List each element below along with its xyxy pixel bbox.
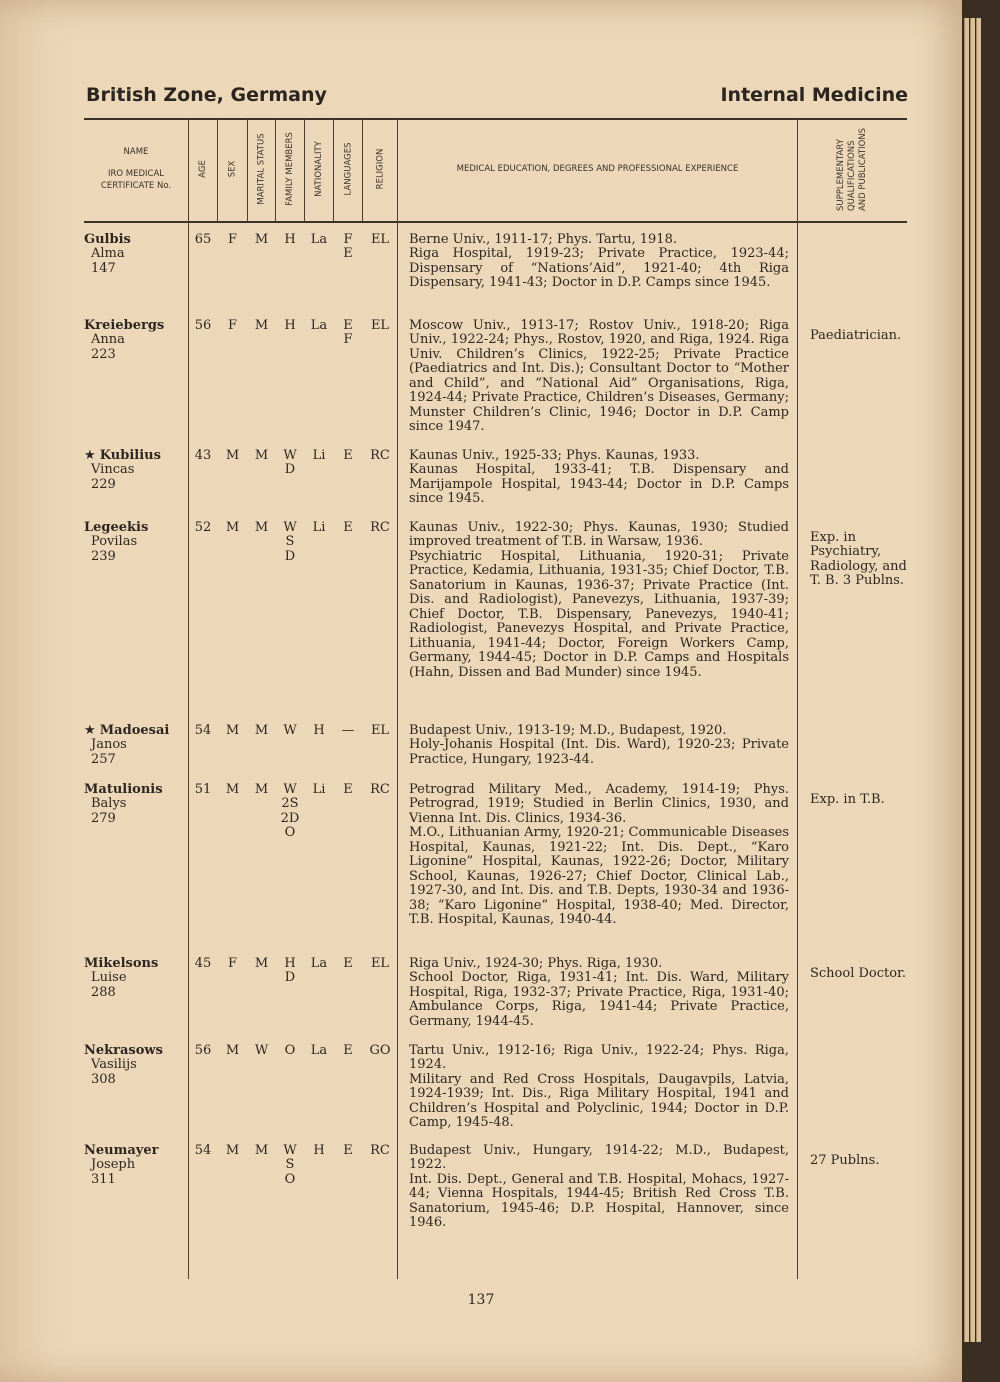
family-cell (276, 783, 304, 841)
family-members-column-header: FAMILY MEMBERS (285, 132, 295, 206)
languages-value: E (343, 1043, 353, 1058)
family-cell (276, 521, 304, 564)
surname: Nekrasows (84, 1043, 163, 1058)
languages-value: E (343, 520, 353, 535)
nationality-cell: La (310, 318, 328, 333)
experience-paragraph: Int. Dis. Dept., General and T.B. Hospital, Mohacs, 1927-44; Vienna Hospitals, 1944-45; British Red Cross T.B. Sanatorium, 1945-46; D.P. Hospital, Hannover, since 1946. (409, 1171, 789, 1231)
age-cell: 52 (194, 520, 212, 535)
supplementary-column-header: SUPPLEMENTARY QUALIFICATIONS AND PUBLICATIONS (836, 127, 869, 211)
page-number: 137 (467, 1292, 495, 1308)
experience-cell (409, 724, 789, 767)
languages-value: E (343, 1143, 353, 1158)
languages-value: E (343, 246, 353, 262)
supplementary-cell: Exp. in Psychiatry, Radiology, and T. B. 3 Publns. (810, 530, 907, 589)
page-edge (964, 18, 969, 1342)
experience-cell (409, 1144, 789, 1231)
experience-cell (409, 449, 789, 507)
nationality-cell: La (310, 232, 328, 247)
certificate-number: 147 (91, 260, 116, 276)
experience-cell (409, 319, 789, 435)
languages-cell (334, 449, 362, 463)
surname: Mikelsons (84, 956, 159, 971)
marital-cell: M (254, 1143, 269, 1158)
family-value: S (285, 1157, 295, 1173)
experience-paragraph: School Doctor, Riga, 1931-41; Int. Dis. Ward, Military Hospital, Riga, 1932-37; Private Practice, Riga, 1931-40; Ambulance Corps, Riga, 1941-44; Private Practice, Germany, 1944-45. (409, 970, 789, 1029)
sex-cell: M (225, 782, 240, 797)
surname-line (84, 1144, 188, 1158)
certificate-number: 229 (91, 476, 116, 492)
religion-cell: RC (370, 782, 390, 797)
age-column-header: AGE (198, 160, 208, 178)
sex-cell: M (225, 1143, 240, 1158)
religion-cell: RC (370, 520, 390, 535)
surname-line (84, 724, 188, 738)
languages-value: E (343, 318, 353, 333)
age-cell: 56 (194, 1043, 212, 1058)
experience-paragraph: M.O., Lithuanian Army, 1920-21; Communicable Diseases Hospital, Kaunas, 1921-22; Int. Dis. Dept., “Karo Ligonine” Hospital, Kaunas, 1922-26; Doctor, Military School, Kaunas, 1926-27; Chief Doctor, Clinical Lab., 1927-30, and Int. Dis. and T.B. Depts, 1930-34 and 1936-38; “Karo Ligonine” Hospital, 1938-40; Med. Director, T.B. Hospital, Kaunas, 1940-44. (409, 825, 789, 928)
column-divider (797, 119, 798, 1279)
experience-paragraph: Petrograd Military Med., Academy, 1914-19; Phys. Petrograd, 1919; Studied in Berlin Clinics, 1930, and Vienna Int. Dis. Clinics, 1934-36. (409, 782, 789, 826)
certificate-number: 223 (91, 346, 116, 362)
surname-line (84, 319, 188, 333)
marital-status-column-header: MARITAL STATUS (256, 133, 267, 205)
family-cell (276, 957, 304, 986)
experience-cell (409, 233, 789, 291)
name-cell (84, 783, 188, 826)
sex-column-header: SEX (227, 160, 238, 178)
surname-line (84, 521, 188, 535)
name-cell (84, 957, 188, 1000)
experience-cell (409, 521, 789, 680)
column-divider (188, 119, 189, 1279)
family-value: H (284, 318, 296, 333)
age-cell: 56 (194, 318, 212, 333)
given-name: Povilas (91, 534, 138, 550)
languages-cell (334, 783, 362, 797)
supplementary-cell: School Doctor. (810, 966, 907, 981)
star-marker: ★ (84, 448, 96, 463)
experience-paragraph: Budapest Univ., Hungary, 1914-22; M.D., Budapest, 1922. (409, 1143, 789, 1173)
given-name: Luise (91, 970, 127, 986)
experience-paragraph: Kaunas Univ., 1922-30; Phys. Kaunas, 1930; Studied improved treatment of T.B. in Warsaw, 1936. (409, 520, 789, 550)
header-rule (84, 221, 907, 223)
family-cell (276, 449, 304, 478)
surname-line (84, 783, 188, 797)
languages-cell (334, 724, 362, 738)
star-marker: ★ (84, 723, 96, 738)
nationality-cell: H (313, 1143, 325, 1158)
experience-paragraph: Riga Univ., 1924-30; Phys. Riga, 1930. (409, 956, 663, 971)
experience-paragraph: Tartu Univ., 1912-16; Riga Univ., 1922-24; Phys. Riga, 1924. (409, 1043, 789, 1073)
family-cell (276, 1144, 304, 1187)
family-value: H (284, 232, 296, 247)
age-cell: 45 (194, 956, 212, 971)
sex-cell: F (227, 232, 238, 247)
family-value: 2S (281, 796, 299, 812)
surname: Kreiebergs (84, 318, 165, 333)
sex-cell: F (227, 318, 238, 333)
experience-paragraph: Holy-Johanis Hospital (Int. Dis. Ward), 1920-23; Private Practice, Hungary, 1923-44. (409, 737, 789, 767)
name-cell (84, 233, 188, 276)
languages-value: E (343, 782, 353, 797)
experience-cell (409, 783, 789, 928)
experience-cell (409, 957, 789, 1029)
family-cell (276, 1044, 304, 1058)
experience-paragraph: Berne Univ., 1911-17; Phys. Tartu, 1918. (409, 232, 677, 247)
surname: Neumayer (84, 1143, 159, 1158)
age-cell: 43 (194, 448, 212, 463)
specialty-heading: Internal Medicine (720, 84, 908, 106)
name-cell (84, 319, 188, 362)
nationality-cell: Li (312, 782, 326, 797)
supplementary-cell: 27 Publns. (810, 1153, 880, 1168)
languages-value: E (343, 448, 353, 463)
religion-cell: EL (370, 232, 390, 247)
family-value: O (284, 1171, 296, 1187)
family-cell (276, 233, 304, 247)
supplementary-cell: Paediatrician. (810, 328, 902, 343)
age-cell: 65 (194, 232, 212, 247)
experience-cell (409, 1044, 789, 1131)
certificate-number: 288 (91, 984, 116, 1000)
languages-column-header: LANGUAGES (343, 142, 353, 196)
nationality-cell: Li (312, 448, 326, 463)
religion-column-header: RELIGION (375, 148, 386, 190)
marital-cell: M (254, 782, 269, 797)
experience-paragraph: Riga Hospital, 1919-23; Private Practice, 1923-44; Dispensary of “Nations’Aid”, 1921-40; 4th Riga Dispensary, 1941-43; Doctor in D.P. Camps since 1945. (409, 246, 789, 291)
languages-cell (334, 319, 362, 348)
marital-cell: M (254, 232, 269, 247)
certificate-number: 239 (91, 548, 116, 564)
languages-cell (334, 1044, 362, 1058)
nationality-cell: Li (312, 520, 326, 535)
family-value: W (283, 448, 297, 463)
nationality-cell: La (310, 1043, 328, 1058)
surname-line (84, 233, 188, 247)
religion-cell: RC (370, 448, 390, 463)
family-value: W (283, 723, 297, 738)
nationality-cell: La (310, 956, 328, 971)
certificate-number: 308 (91, 1071, 116, 1087)
age-cell: 51 (194, 782, 212, 797)
experience-paragraph: Kaunas Univ., 1925-33; Phys. Kaunas, 1933. (409, 448, 700, 463)
marital-cell: W (254, 1043, 269, 1058)
sex-cell: M (225, 723, 240, 738)
languages-cell (334, 1144, 362, 1158)
languages-cell (334, 957, 362, 971)
nationality-column-header: NATIONALITY (314, 141, 325, 197)
zone-heading: British Zone, Germany (86, 84, 327, 106)
family-value: W (283, 520, 297, 535)
languages-cell (334, 521, 362, 535)
experience-paragraph: Kaunas Hospital, 1933-41; T.B. Dispensary and Marijampole Hospital, 1943-44; Doctor in D.P. Camps since 1945. (409, 462, 789, 507)
nationality-cell: H (313, 723, 325, 738)
surname-line (84, 1044, 188, 1058)
family-value: W (283, 1143, 297, 1158)
marital-cell: M (254, 318, 269, 333)
family-value: D (284, 462, 296, 478)
family-value: O (284, 1043, 296, 1058)
marital-cell: M (254, 448, 269, 463)
languages-value: F (343, 232, 353, 247)
marital-cell: M (254, 520, 269, 535)
certificate-number: 311 (91, 1171, 116, 1187)
religion-cell: EL (370, 723, 390, 738)
sex-cell: M (225, 448, 240, 463)
supplementary-cell: Exp. in T.B. (810, 792, 885, 807)
experience-paragraph: Budapest Univ., 1913-19; M.D., Budapest, 1920. (409, 723, 727, 738)
languages-value: — (341, 723, 355, 738)
sex-cell: M (225, 520, 240, 535)
family-value: D (284, 548, 296, 564)
experience-paragraph: Psychiatric Hospital, Lithuania, 1920-31; Private Practice, Kedamia, Lithuania, 1931-35; Chief Doctor, T.B. Sanatorium in Kaunas, 1936-37; Private Practice (Int. Dis. and Radiologist), Panevezys, Lithuania, 1937-39; Chief Doctor, T.B. Dispensary, Panevezys, 1940-41; Radiologist, Panevezys Hospital, and Private Practice, Lithuania, 1941-44; Doctor, Foreign Workers Camp, Germany, 1944-45; Doctor in D.P. Camps and Hospitals (Hahn, Dissen and Bad Munder) since 1945. (409, 548, 789, 680)
certificate-number: 257 (91, 751, 116, 767)
family-value: D (284, 970, 296, 986)
family-value: W (283, 782, 297, 797)
experience-paragraph: Moscow Univ., 1913-17; Rostov Univ., 1918-20; Riga Univ., 1922-24; Phys., Rostov, 1920, and Riga, 1924. Riga Univ. Children’s Clinics, 1922-25; Private Practice (Paediatrics and Int. Dis.); Consultant Doctor to “Mother and Child”, and “National Aid” Organisations, Riga, 1924-44; Private Practice, Children’s Diseases, Germany; Munster Children’s Clinic, 1946; Doctor in D.P. Camp since 1947. (409, 318, 789, 435)
religion-cell: EL (370, 956, 390, 971)
family-cell (276, 319, 304, 333)
name-cell (84, 1144, 188, 1187)
given-name: Janos (91, 737, 127, 753)
family-value: 2D (280, 810, 300, 826)
surname: Gulbis (84, 232, 131, 247)
given-name: Balys (91, 796, 127, 812)
family-value: S (285, 534, 295, 550)
column-divider (397, 119, 398, 1279)
languages-value: E (343, 956, 353, 971)
family-cell (276, 724, 304, 738)
name-column-header: NAME IRO MEDICAL CERTIFICATE No. (100, 147, 172, 191)
name-cell (84, 724, 188, 767)
family-value: O (284, 825, 296, 841)
languages-value: F (343, 332, 353, 348)
name-cell (84, 449, 188, 492)
sex-cell: M (225, 1043, 240, 1058)
experience-paragraph: Military and Red Cross Hospitals, Daugavpils, Latvia, 1924-1939; Int. Dis., Riga Military Hospital, 1941 and Children’s Hospital and Polyclinic, 1944; Doctor in D.P. Camp, 1945-48. (409, 1071, 789, 1131)
religion-cell: EL (370, 318, 390, 333)
surname: Kubilius (99, 448, 161, 463)
given-name: Alma (91, 246, 125, 262)
sex-cell: F (227, 956, 238, 971)
page-edge (970, 18, 975, 1342)
marital-cell: M (254, 723, 269, 738)
name-cell (84, 521, 188, 564)
education-column-header: MEDICAL EDUCATION, DEGREES AND PROFESSIONAL EXPERIENCE (456, 164, 739, 174)
given-name: Joseph (91, 1157, 136, 1173)
surname: Madoesai (99, 723, 170, 738)
surname-line (84, 449, 188, 463)
surname: Matulionis (84, 782, 163, 797)
family-value: H (284, 956, 296, 971)
marital-cell: M (254, 956, 269, 971)
given-name: Vincas (91, 462, 135, 478)
religion-cell: GO (369, 1043, 391, 1058)
age-cell: 54 (194, 1143, 212, 1158)
surname-line (84, 957, 188, 971)
given-name: Vasilijs (91, 1057, 137, 1073)
age-cell: 54 (194, 723, 212, 738)
page-edge (976, 18, 981, 1342)
top-rule (84, 118, 907, 120)
name-cell (84, 1044, 188, 1087)
given-name: Anna (91, 332, 125, 348)
religion-cell: RC (370, 1143, 390, 1158)
languages-cell (334, 233, 362, 262)
certificate-number: 279 (91, 810, 116, 826)
surname: Legeekis (84, 520, 149, 535)
